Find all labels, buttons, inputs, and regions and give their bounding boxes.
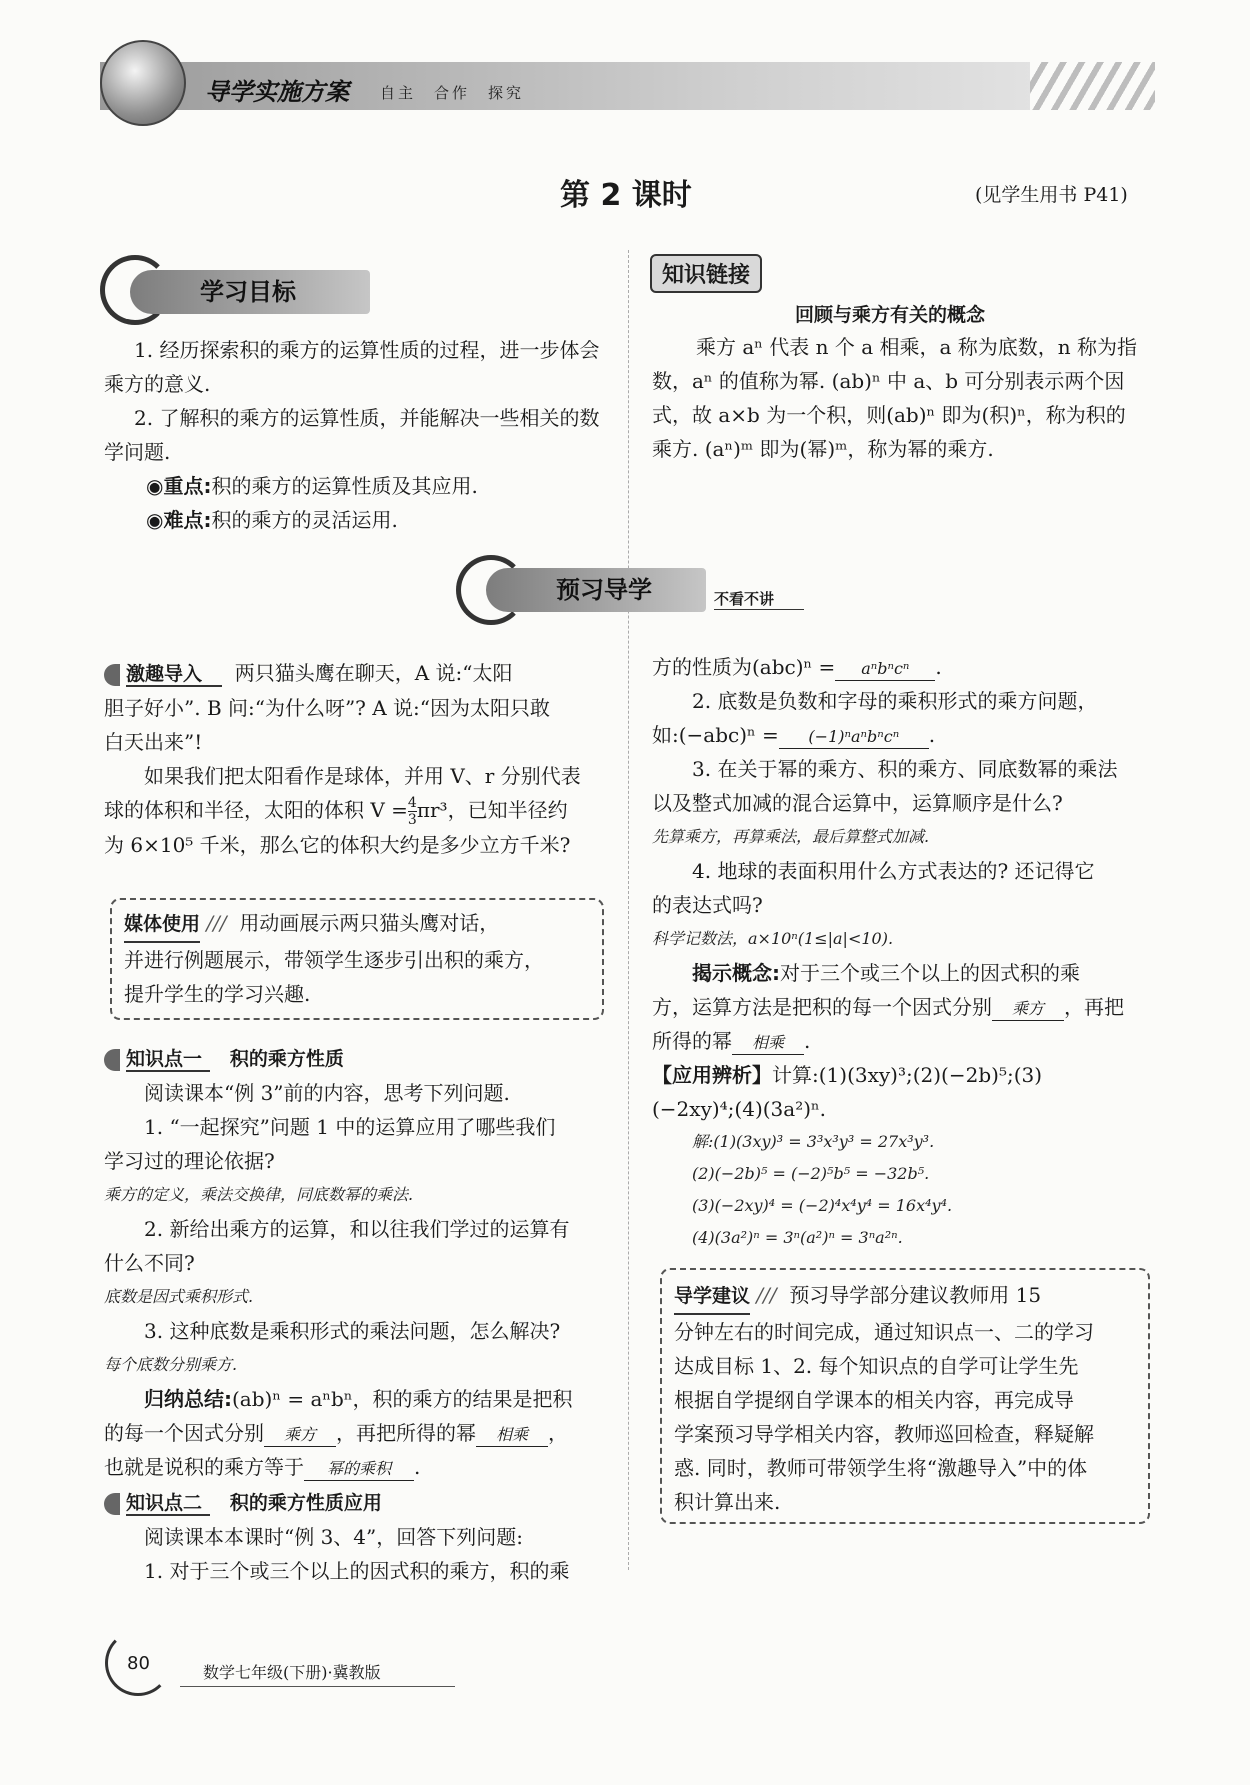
key-text: 积的乘方的运算性质及其应用. [211,474,478,498]
kp1-answer-3: 每个底数分别乘方. [104,1355,238,1374]
reveal-line: ，再把 [1064,995,1124,1019]
media-tag: 媒体使用 [124,907,200,943]
goal-item-2: 2. 了解积的乘方的运算性质，并能解决一些相关的数学问题. [104,406,600,464]
intro-line: 如果我们把太阳看作是球体，并用 V、r 分别代表 [144,764,581,788]
knowledge-title: 回顾与乘方有关的概念 [795,304,986,326]
difficulty-text: 积的乘方的灵活运用. [211,508,398,532]
advice-line: 达成目标 1、2. 每个知识点的自学可让学生先 [674,1354,1079,1378]
kp1-answer-2: 底数是因式乘积形式. [104,1287,254,1306]
reveal-line: 方，运算方法是把积的每一个因式分别 [652,995,992,1019]
kp1-answer-1: 乘方的定义，乘法交换律，同底数幂的乘法. [104,1185,414,1204]
solution-line: (4)(3a²)ⁿ = 3ⁿ(a²)ⁿ = 3ⁿa²ⁿ. [692,1228,903,1247]
knowledge-line: 乘方. (aⁿ)ᵐ 即为(幂)ᵐ，称为幂的乘方. [652,437,994,461]
knowledge-text [652,330,1162,466]
fraction-denominator: 3 [407,812,417,828]
summary-line: . [414,1455,421,1479]
header-stripes [1030,62,1155,110]
page-number: 80 [127,1653,150,1674]
apply-question: (−2xy)⁴;(4)(3a²)ⁿ. [652,1097,827,1121]
answer-blank: 乘方 [264,1424,336,1447]
solution-line: (3)(−2xy)⁴ = (−2)⁴x⁴y⁴ = 16x⁴y⁴. [692,1196,953,1215]
media-line: 用动画展示两只猫头鹰对话， [239,911,500,935]
key-label: ◉重点: [146,474,212,498]
solution-line: 解:(1)(3xy)³ = 3³x³y³ = 27x³y³. [692,1132,935,1151]
goals-banner: 学习目标 [130,270,370,314]
kp2-label: 知识点二 [126,1492,210,1516]
advice-line: 积计算出来. [674,1490,781,1514]
answer-blank: 乘方 [992,998,1064,1021]
mascot-icon [100,40,186,126]
answer-blank: aⁿbⁿcⁿ [835,658,935,681]
preview-banner: 预习导学 [486,568,706,612]
kp1-title: 积的乘方性质 [229,1048,344,1070]
summary-line: 也就是说积的乘方等于 [104,1455,304,1479]
lesson-reference: (见学生用书 P41) [975,184,1128,206]
summary-line: (ab)ⁿ = aⁿbⁿ，积的乘方的结果是把积 [232,1387,573,1411]
kp2-answer-4: 科学记数法，a×10ⁿ(1≤|a|<10). [652,929,894,948]
answer-blank: 幂的乘积 [304,1458,414,1481]
footer-line [180,1686,455,1687]
kp2-q1: 1. 对于三个或三个以上的因式积的乘方，积的乘 [144,1559,570,1583]
intro-line: 白天出来”! [104,730,203,754]
knowledge-line: 乘方 aⁿ 代表 n 个 a 相乘，a 称为底数，n 称为指 [696,335,1138,359]
media-line: 并进行例题展示，带领学生逐步引出积的乘方， [124,948,544,972]
advice-line: 预习导学部分建议教师用 15 [789,1283,1042,1307]
reveal-line: 所得的幂 [652,1029,732,1053]
summary-line: 的每一个因式分别 [104,1421,264,1445]
kp2-q1: . [935,655,942,679]
advice-line: 分钟左右的时间完成，通过知识点一、二的学习 [674,1320,1094,1344]
kp1-section [104,1042,614,1588]
advice-tag: 导学建议 [674,1279,750,1315]
kp2-title: 积的乘方性质应用 [229,1492,382,1514]
kp1-q1: 1. “一起探究”问题 1 中的运算应用了哪些我们 [144,1115,556,1139]
header-title: 导学实施方案 [205,78,349,106]
kp1-q3: 3. 这种底数是乘积形式的乘法问题，怎么解决? [144,1319,561,1343]
intro-tag: 激趣导入 [126,663,222,687]
kp1-label: 知识点一 [126,1048,210,1072]
answer-blank: (−1)ⁿaⁿbⁿcⁿ [779,726,929,749]
pill-icon [104,1493,120,1515]
fraction-numerator: 4 [407,795,417,811]
summary-line: ， [548,1421,568,1445]
goals-list [104,333,614,537]
kp1-q2: 什么不同? [104,1251,195,1275]
summary-label: 归纳总结: [144,1387,232,1411]
apply-question: 计算:(1)(3xy)³;(2)(−2b)⁵;(3) [772,1063,1043,1087]
reveal-line: 对于三个或三个以上的因式积的乘 [780,961,1080,985]
media-box: 媒体使用 /// 用动画展示两只猫头鹰对话， 并进行例题展示，带领学生逐步引出积的乘方， 提升学生的学习兴趣. [110,898,604,1020]
kp2-q2: 2. 底数是负数和字母的乘积形式的乘方问题， [692,689,1098,713]
pill-icon [104,664,120,686]
pill-icon [104,1049,120,1071]
answer-blank: 相乘 [476,1424,548,1447]
intro-line: 球的体积和半径，太阳的体积 V = [104,798,408,822]
kp2-continued [652,650,1164,1254]
preview-note: 不看不讲 [714,588,804,610]
intro-line: 两只猫头鹰在聊天，A 说:“太阳 [234,661,513,685]
kp2-q2: 如:(−abc)ⁿ = [652,723,779,747]
kp2-q3: 以及整式加减的混合运算中，运算顺序是什么? [652,791,1063,815]
solution-line: (2)(−2b)⁵ = (−2)⁵b⁵ = −32b⁵. [692,1164,930,1183]
lesson-title: 第 2 课时 [560,178,692,213]
column-divider [628,250,629,1570]
knowledge-line: 式，故 a×b 为一个积，则(ab)ⁿ 即为(积)ⁿ，称为积的 [652,403,1126,427]
intro-section [104,656,614,862]
advice-line: 根据自学提纲自学课本的相关内容，再完成导 [674,1388,1074,1412]
kp2-q2: . [928,723,936,747]
fraction [408,795,417,828]
advice-box: 导学建议 /// 预习导学部分建议教师用 15 分钟左右的时间完成，通过知识点一、二的学习 达成目标 1、2. 每个知识点的自学可让学生先 根据自学提纲自学课本的相关内容，再完成导 学案预习导学相关内容，教师巡回检查，释疑解 惑. 同时，教师可带领学生将“激趣导入”中的体 积计算出来. [660,1268,1150,1524]
intro-line: πr³，已知半径约 [416,798,568,822]
kp1-q1: 学习过的理论依据? [104,1149,275,1173]
intro-line: 为 6×10⁵ 千米，那么它的体积大约是多少立方千米? [104,833,571,857]
intro-line: 胆子好小”. B 问:“为什么呀”? A 说:“因为太阳只敢 [104,696,551,720]
reveal-label: 揭示概念: [692,961,780,985]
footer-text: 数学七年级(下册)·冀教版 [203,1663,381,1682]
kp2-q3: 3. 在关于幂的乘方、积的乘方、同底数幂的乘法 [692,757,1118,781]
kp2-q4: 4. 地球的表面积用什么方式表达的? 还记得它 [692,859,1095,883]
knowledge-link-tag: 知识链接 [650,254,762,293]
answer-blank: 相乘 [732,1032,804,1055]
difficulty-label: ◉难点: [146,508,212,532]
kp1-q2: 2. 新给出乘方的运算，和以往我们学过的运算有 [144,1217,570,1241]
kp2-q1: 方的性质为(abc)ⁿ = [652,655,836,679]
kp1-read: 阅读课本“例 3”前的内容，思考下列问题. [144,1081,510,1105]
header-subtitle: 自主 合作 探究 [380,84,525,102]
kp2-q4: 的表达式吗? [652,893,763,917]
kp2-read: 阅读课本本课时“例 3、4”，回答下列问题: [144,1525,523,1549]
kp2-answer-3: 先算乘方，再算乘法，最后算整式加减. [652,827,930,846]
reveal-line: . [804,1029,811,1053]
summary-line: ，再把所得的幂 [336,1421,476,1445]
goal-item-1: 1. 经历探索积的乘方的运算性质的过程，进一步体会乘方的意义. [104,338,600,396]
apply-label: 【应用辨析】 [652,1063,772,1087]
advice-line: 惑. 同时，教师可带领学生将“激趣导入”中的体 [674,1456,1088,1480]
media-line: 提升学生的学习兴趣. [124,982,311,1006]
advice-line: 学案预习导学相关内容，教师巡回检查，释疑解 [674,1422,1094,1446]
knowledge-line: 数，aⁿ 的值称为幂. (ab)ⁿ 中 a、b 可分别表示两个因 [652,369,1125,393]
